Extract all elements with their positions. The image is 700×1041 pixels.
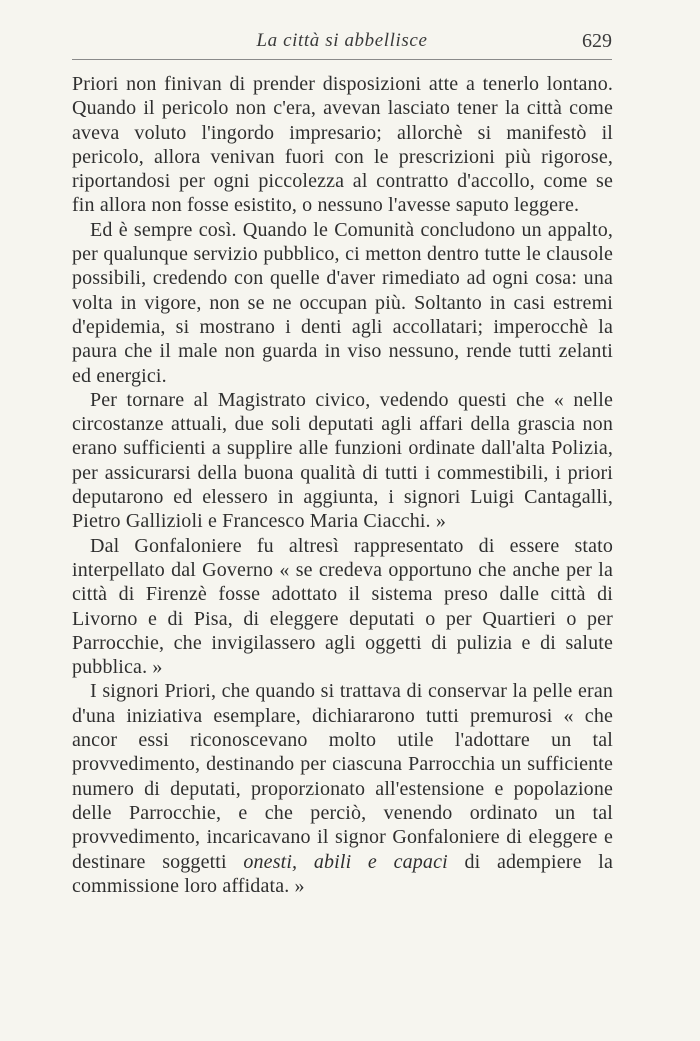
paragraph-4: Dal Gonfaloniere fu altresì rappresentato di essere stato interpellato dal Governo « se credeva opportuno che anche per la città di Firenzè fosse adottato il sistema preso dalle città di Livorno e di Pisa, di eleggere deputati o per Quartieri o per Parrocchie, che invigilassero agli oggetti di pulizia e di salute pubblica. »: [72, 534, 613, 679]
page-number: 629: [582, 30, 612, 52]
header-rule: [72, 59, 612, 60]
paragraph-5-italic-phrase: onesti, abili e capaci: [243, 850, 448, 873]
paragraph-5: [72, 679, 613, 898]
body-text: [72, 72, 613, 898]
running-header: [72, 30, 612, 56]
paragraph-5-text-end: di adempiere la commissione loro affidata. »: [72, 850, 613, 897]
paragraph-3: Per tornare al Magistrato civico, vedendo questi che « nelle circostanze attuali, due soli deputati agli affari della grascia non erano sufficienti a supplire alle funzioni ordinate dall'alta Polizia, per assicurarsi della buona qualità di tutti i commestibili, i priori deputarono ed elessero in aggiunta, i signori Luigi Cantagalli, Pietro Gallizioli e Francesco Maria Ciacchi. »: [72, 388, 613, 533]
paragraph-2: Ed è sempre così. Quando le Comunità concludono un appalto, per qualunque servizio pubblico, ci metton dentro tutte le clausole possibili, credendo con quelle d'aver rimediato ad ogni cosa: una volta in vigore, non se ne occupan più. Soltanto in casi estremi d'epidemia, si mostrano i denti agli accollatari; imperocchè la paura che il male non guarda in viso nessuno, rende tutti zelanti ed energici.: [72, 218, 613, 387]
running-title: La città si abbellisce: [256, 30, 428, 51]
paragraph-1: Priori non finivan di prender disposizioni atte a tenerlo lontano. Quando il pericolo non c'era, avevan lasciato tener la città come aveva voluto l'ingordo impresario; allorchè si manifestò il pericolo, allora venivan fuori con le prescrizioni più rigorose, riportandosi per ogni piccolezza al contratto d'accollo, come se fin allora non fosse esistito, o nessuno l'avesse saputo leggere.: [72, 73, 613, 217]
paragraph-5-text-start: I signori Priori, che quando si trattava di conservar la pelle eran d'una iniziativa esemplare, dichiararono tutti premurosi « che ancor essi riconoscevano molto utile l'adottare un tal provvedimento, destinando per ciascuna Parrocchia un sufficiente numero di deputati, proporzionato all'estensione e popolazione delle Parrocchie, e che perciò, venendo ordinato un tal provvedimento, incaricavano il signor Gonfaloniere di eleggere e destinare soggetti: [72, 680, 613, 873]
